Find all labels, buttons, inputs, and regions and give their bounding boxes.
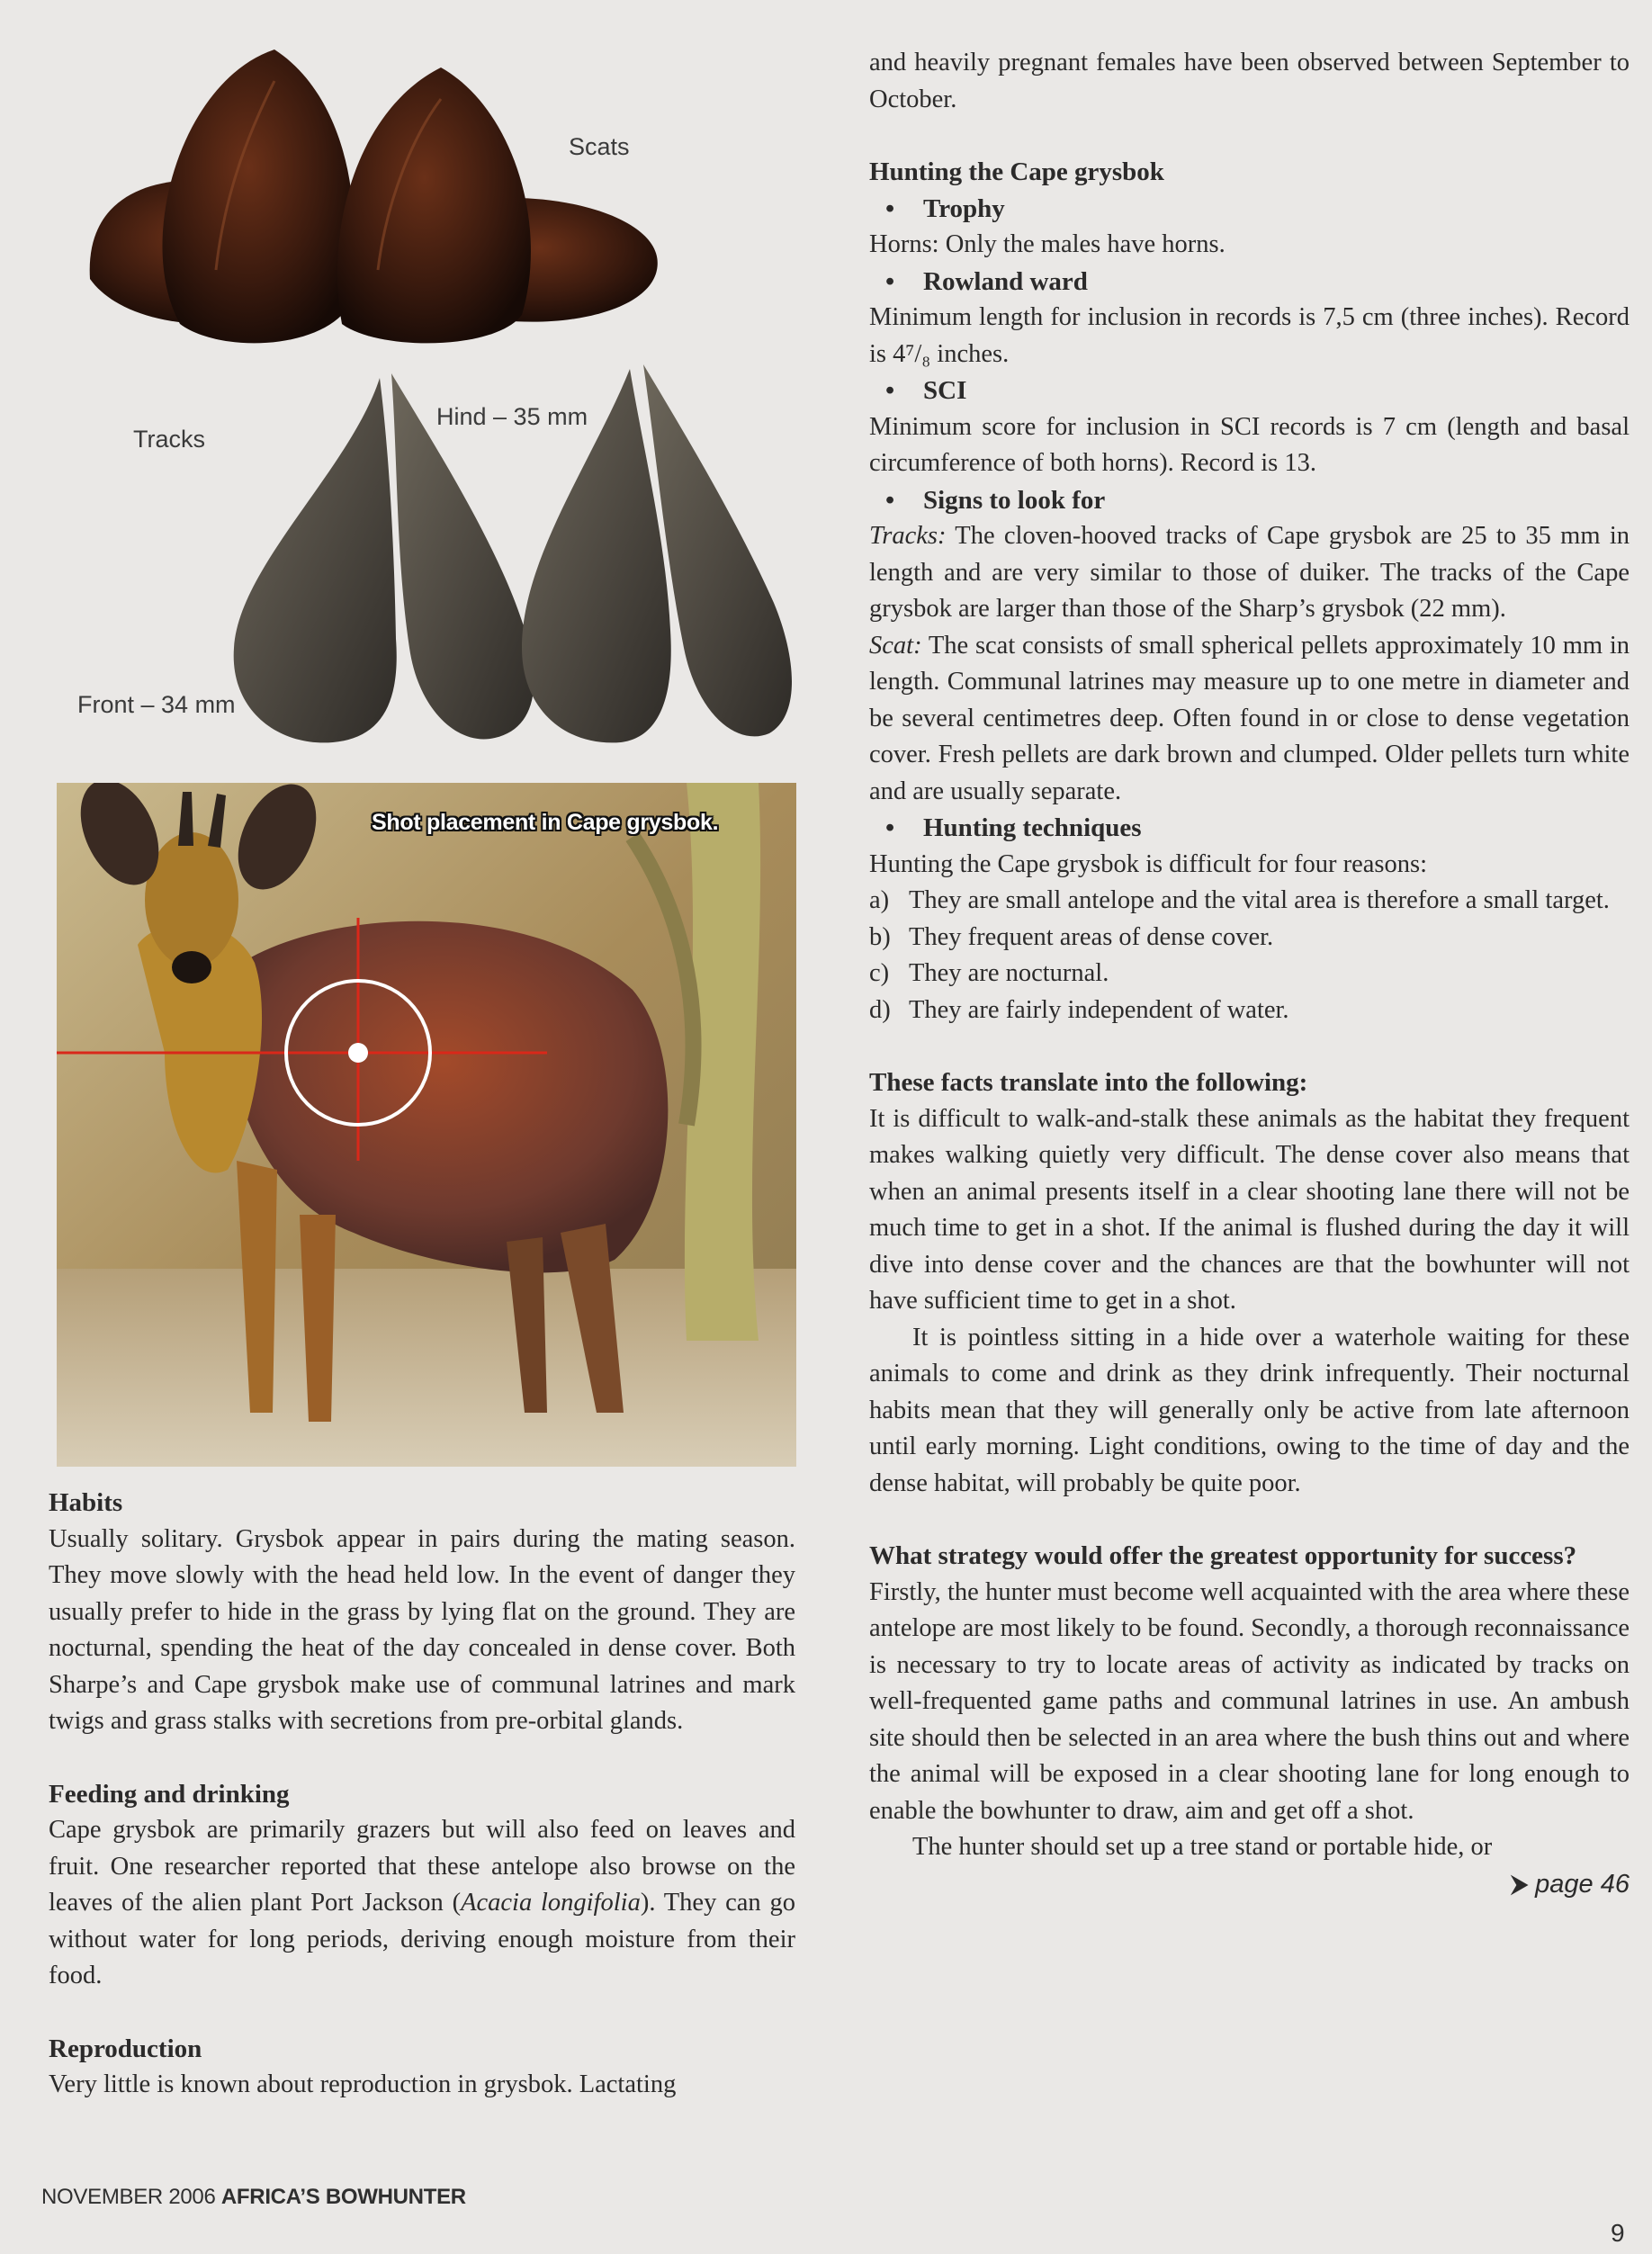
rowland-ward-text: Minimum length for inclusion in records is 7,5 cm (three inches). Record is 4⁷/₈ inches. [869,303,1630,368]
strategy-paragraph-1: Firstly, the hunter must become well acquainted with the area where these antelope are most likely to be found. Secondly, a thorough reconnaissance is necessary to try to locate areas of activity as indicated by tracks on well-frequented game paths and communal latrines in use. An ambush site should then be selected in an area where the bush thins out and where the animal will be exposed in a clear shooting lane for long enough to enable the bowhunter to draw, aim and get off a shot. [869,1577,1630,1825]
techniques-bullet: • Hunting techniques [869,810,1630,847]
continued-reference[interactable]: ⮞ page 46 [1510,1869,1630,1899]
feeding-species: Acacia longifolia [461,1889,641,1917]
reproduction-heading: Reproduction [49,2034,202,2063]
magazine-name: AFRICA’S BOWHUNTER [220,2185,466,2209]
feeding-text: Cape grysbok are primarily grazers but will also feed on leaves and fruit. One researcher reported that these antelope also browse on the leaves of the alien plant Port Jackson (Acacia longifolia). They can go without water for long periods, deriving enough moisture from their food. [49,1816,795,1989]
scat-paragraph: Scat: The scat consists of small spherical pellets approximately 10 mm in length. Communal latrines may measure up to one metre in diameter and be several centimetres deep. Often found in or close to dense vegetation cover. Fresh pellets are dark brown and clumped. Older pellets turn white and are usually separate. [869,631,1630,805]
issue-date: NOVEMBER 2006 [41,2185,216,2209]
reasons-list [869,883,1630,1028]
list-item: a) They are small antelope and the vital area is therefore a small target. [869,886,1610,914]
facts-heading: These facts translate into the following: [869,1068,1308,1097]
page-number: 9 [1611,2219,1625,2247]
sci-text: Minimum score for inclusion in SCI records is 7 cm (length and basal circumference of both horns). Record is 13. [869,412,1630,477]
sci-bullet: • SCI [869,373,1630,409]
photo-caption: Shot placement in Cape grysbok. [372,810,719,835]
feeding-heading: Feeding and drinking [49,1779,290,1809]
habits-text: Usually solitary. Grysbok appear in pairs during the mating season. They move slowly with the head held low. In the event of danger they usually prefer to hide in the grass by lying flat on the ground. They are nocturnal, spending the heat of the day concealed in dense cover. Both Sharpe’s and Cape grysbok make use of communal latrines and mark twigs and grass stalks with secretions from pre-orbital glands. [49,1524,795,1735]
scats-label: Scats [569,133,630,160]
facts-paragraph-1: It is difficult to walk-and-stalk these animals as the habitat they frequent makes walking quietly very difficult. The dense cover also means that when an animal presents itself in a clear shooting lane there will not be much time to get in a shot. If the animal is flushed during the day it will dive into dense cover and the chances are that the bowhunter will not have sufficient time to get in a shot. [869,1104,1630,1315]
intro-text: and heavily pregnant females have been observed between September to October. [869,49,1630,113]
footer [41,2185,466,2210]
hind-track-label: Hind – 35 mm [436,403,588,430]
trophy-bullet: • Trophy [869,191,1630,228]
reproduction-text: Very little is known about reproduction in grysbok. Lactating [49,2070,677,2098]
habits-heading: Habits [49,1488,123,1517]
scats-illustration [81,45,675,351]
list-item: c) They are nocturnal. [869,959,1109,987]
tracks-paragraph: Tracks: The cloven-hooved tracks of Cape grysbok are 25 to 35 mm in length and are very similar to those of duiker. The tracks of the Cape grysbok are larger than those of the Sharp’s grysbok (22 mm). [869,522,1630,623]
grysbok-photo-art [57,783,796,1467]
rowland-ward-bullet: • Rowland ward [869,264,1630,301]
front-track-label: Front – 34 mm [77,691,236,718]
list-item: b) They frequent areas of dense cover. [869,922,1274,951]
right-column [869,45,1630,1903]
techniques-intro: Hunting the Cape grysbok is difficult for four reasons: [869,849,1428,878]
trophy-text: Horns: Only the males have horns. [869,230,1226,258]
hunting-heading: Hunting the Cape grysbok [869,157,1164,186]
left-column [49,1485,795,2104]
signs-bullet: • Signs to look for [869,482,1630,519]
list-item: d) They are fairly independent of water. [869,995,1289,1024]
tracks-label: Tracks [133,426,205,453]
arrow-icon: ⮞ [1510,1870,1536,1899]
strategy-paragraph-2: The hunter should set up a tree stand or portable hide, or [912,1833,1493,1861]
strategy-heading: What strategy would offer the greatest opportunity for success? [869,1541,1577,1570]
grysbok-photo [57,783,796,1467]
facts-paragraph-2: It is pointless sitting in a hide over a waterhole waiting for these animals to come and drink as they drink infrequently. Their nocturnal habits mean that they will generally only be active from late afternoon until early morning. Light conditions, owing to the time of day and the dense habitat, will probably be quite poor. [869,1323,1630,1497]
